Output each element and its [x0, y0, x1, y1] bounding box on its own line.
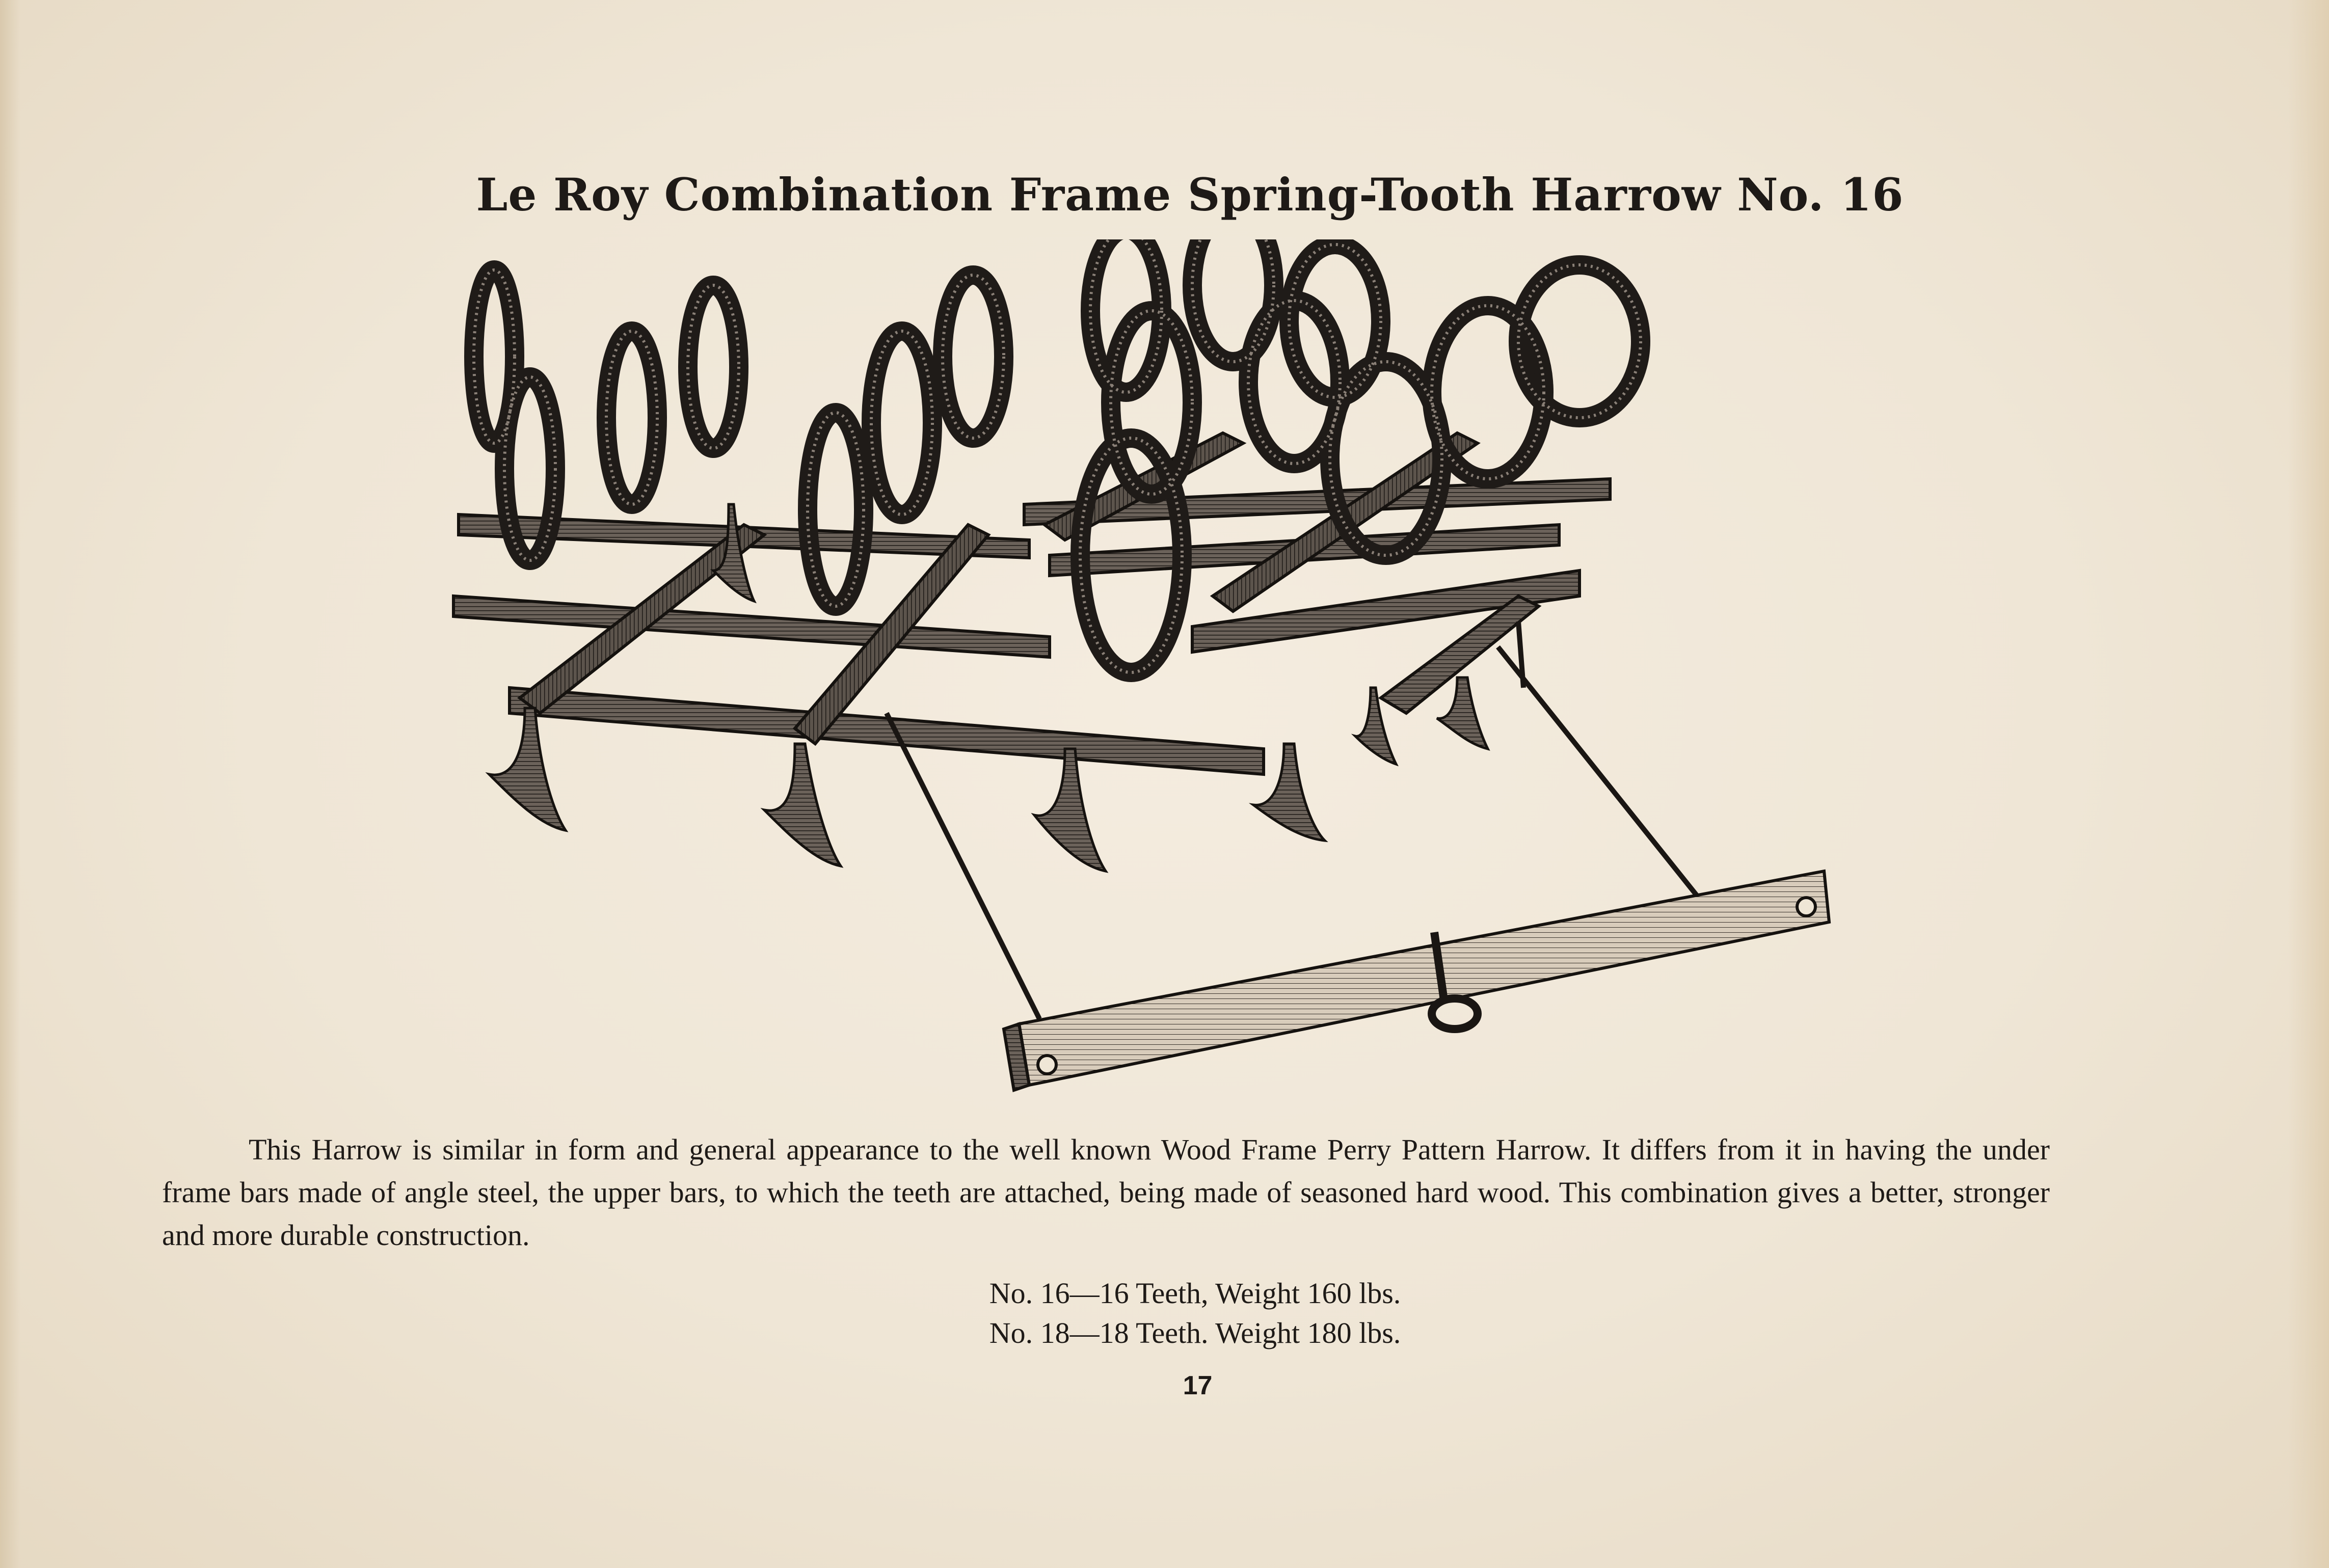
page-title: Le Roy Combination Frame Spring-Tooth Harrow No. 16: [476, 168, 1904, 221]
product-specs: [0, 1274, 2329, 1353]
product-description: This Harrow is similar in form and general appearance to the well known Wood Frame Perry Pattern Harrow. It differs from it in having the under frame bars made of angle steel, the upper bars, to which the teeth are attached, being made of seasoned hard wood. This combination gives a better, stronger and more durable construction.: [162, 1133, 2050, 1252]
spec-line: No. 16—16 Teeth, Weight 160 lbs.: [989, 1277, 1401, 1310]
evener-bar: [1004, 871, 1829, 1090]
spec-line: No. 18—18 Teeth. Weight 180 lbs.: [989, 1316, 1401, 1349]
harrow-illustration: [438, 239, 1844, 1116]
page-number: 17: [1183, 1371, 1213, 1400]
